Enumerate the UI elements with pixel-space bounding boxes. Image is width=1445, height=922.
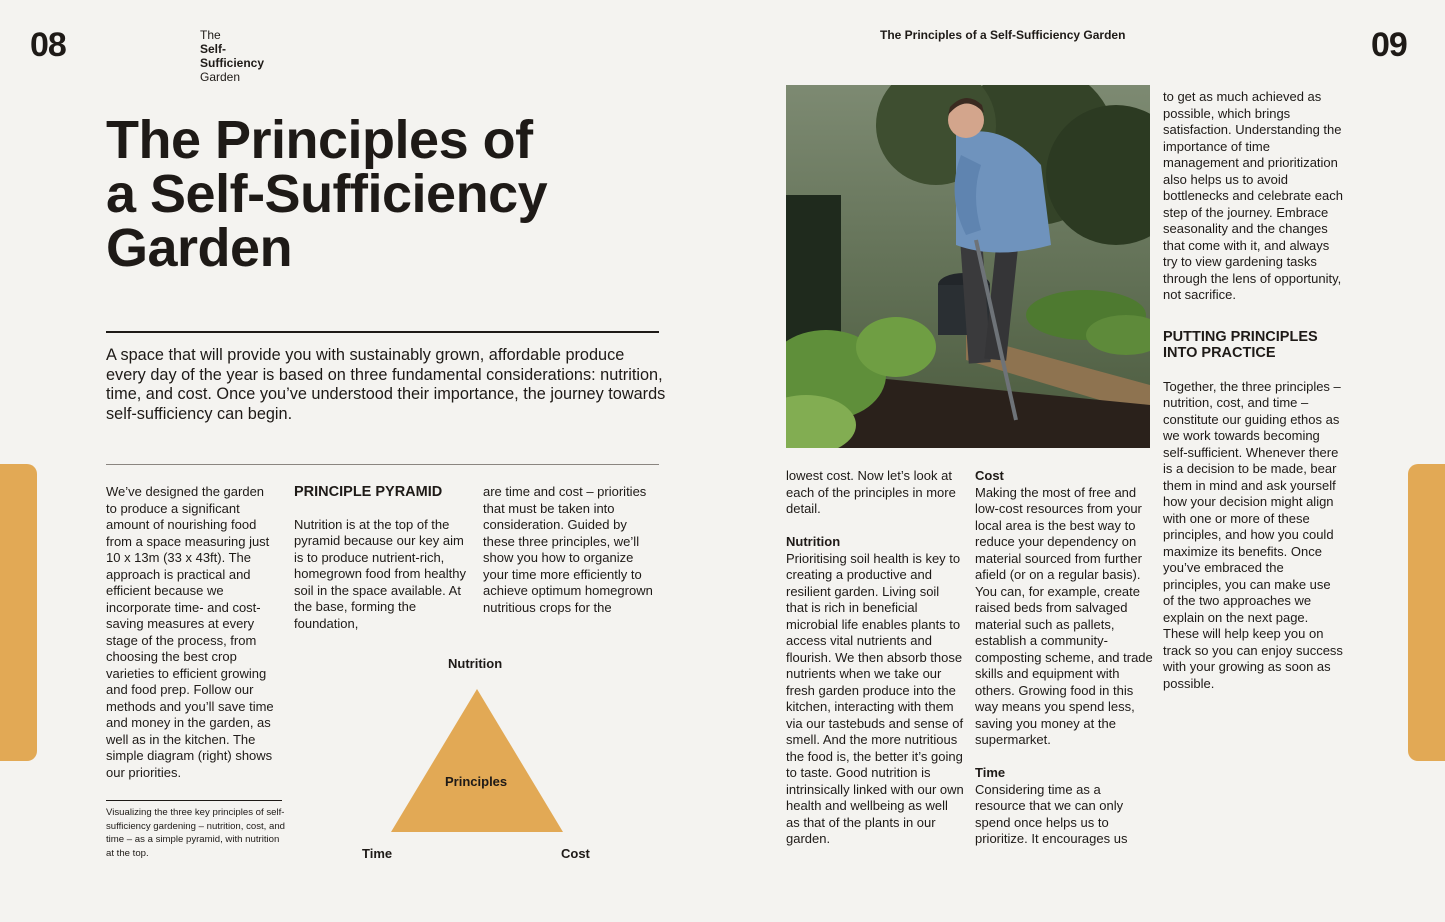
- running-head: The Principles of a Self-Sufficiency Garden: [880, 28, 1126, 42]
- time-heading: Time: [975, 765, 1006, 780]
- gardener-photo-illustration: [786, 85, 1150, 448]
- diagram-label-cost: Cost: [561, 846, 590, 861]
- diagram-caption: Visualizing the three key principles of self-sufficiency gardening – nutrition, cost, and time – as a simple pyramid, with nutrition at the top.: [106, 807, 286, 859]
- series-title-line: Sufficiency: [200, 56, 265, 70]
- gardener-photo: [786, 85, 1150, 448]
- title-rule: [106, 331, 659, 333]
- right-column-2: [975, 468, 1153, 848]
- series-title-line: Self-: [200, 42, 227, 56]
- left-accent-tab: [0, 464, 37, 761]
- cost-heading: Cost: [975, 468, 1004, 483]
- right-column-3: [1163, 89, 1343, 692]
- left-column-2: [294, 484, 466, 632]
- nutrition-heading: Nutrition: [786, 534, 841, 549]
- series-title-line: The: [200, 28, 221, 42]
- page-title-line: a Self-Sufficiency: [106, 164, 548, 224]
- principle-pyramid-heading: PRINCIPLE PYRAMID: [294, 484, 443, 500]
- right-column-1: [786, 468, 964, 848]
- page-title-line: The Principles of: [106, 110, 533, 170]
- right-page-number: 09: [1371, 26, 1407, 64]
- page-title-line: Garden: [106, 218, 293, 278]
- left-column-3: are time and cost – priorities that must be taken into consideration. Guided by these three principles, we’ll show you how to organize your time more efficiently to achieve optimum homegrown nutritious crops for the: [483, 484, 653, 615]
- nutrition-text: Prioritising soil health is key to creating a productive and resilient garden. Living soil that is rich in beneficial microbial life enables plants to access vital nutrients and flourish. We then absorb those nutrients when we take our fresh garden produce into the kitchen, interacting with them via our tastebuds and sense of smell. And the more nutritious the food is, the better it’s going to taste. Good nutrition is intrinsically linked with our own health and wellbeing as well as that of the plants in our garden.: [786, 550, 964, 846]
- pyramid-diagram: [388, 686, 566, 834]
- right-accent-tab: [1408, 464, 1445, 761]
- diagram-label-time: Time: [362, 846, 393, 861]
- page-title: [106, 110, 548, 278]
- diagram-label-nutrition: Nutrition: [448, 656, 503, 671]
- series-title: [200, 28, 264, 84]
- right-column-1-lead: lowest cost. Now let’s look at each of the principles in more detail.: [786, 468, 956, 516]
- left-page-number: 08: [30, 26, 66, 64]
- principle-pyramid-text: Nutrition is at the top of the pyramid because our key aim is to produce nutrient-rich, homegrown food from healthy soil in the space available. At the base, forming the foundation,: [294, 516, 466, 631]
- putting-principles-heading: PUTTING PRINCIPLES INTO PRACTICE: [1163, 328, 1318, 361]
- putting-principles-text: Together, the three principles – nutrition, cost, and time – constitute our guiding ethos as we work towards becoming self-sufficient. Whenever there is a decision to be made, bear them in mind and ask yourself how your decision might align with one or more of these principles, and how you could maximize its benefits. Once you’ve embraced the principles, you can make use of the two approaches we explain on the next page. These will help keep you on track so you can enjoy success with your growing as soon as possible.: [1163, 378, 1343, 691]
- caption-rule: [106, 800, 282, 801]
- pyramid-triangle: [391, 689, 563, 832]
- time-text: Considering time as a resource that we can only spend once helps us to prioritize. It encourages us: [975, 781, 1128, 846]
- cost-text: Making the most of free and low-cost resources from your local area is the best way to reduce your dependency on material sourced from further afield (or on a regular basis). You can, for example, create raised beds from salvaged material such as pallets, establish a community-composting scheme, and trade skills and equipment with others. Growing food in this way means you spend less, saving you money at the supermarket.: [975, 484, 1153, 747]
- left-column-1: We’ve designed the garden to produce a significant amount of nourishing food from a space measuring just 10 x 13m (33 x 43ft). The approach is practical and efficient because we incorporate time- and cost-saving measures at every stage of the process, from choosing the best crop varieties to efficient growing and food prep. Follow our methods and you’ll save time and money in the garden, as well as in the kitchen. The simple diagram (right) shows our priorities.: [106, 484, 274, 780]
- right-column-3-lead: to get as much achieved as possible, which brings satisfaction. Understanding the importance of time management and prioritization also helps us to avoid bottlenecks and celebrate each step of the journey. Embrace seasonality and the changes that come with it, and always try to view gardening tasks through the lens of opportunity, not sacrifice.: [1163, 89, 1343, 302]
- series-title-line: Garden: [200, 70, 241, 84]
- diagram-label-principles: Principles: [445, 774, 508, 789]
- intro-paragraph: A space that will provide you with sustainably grown, affordable produce every day of the year is based on three fundamental considerations: nutrition, time, and cost. Once you’ve understood their importance, the journey towards self-sufficiency can begin.: [106, 346, 666, 423]
- intro-rule: [106, 464, 659, 465]
